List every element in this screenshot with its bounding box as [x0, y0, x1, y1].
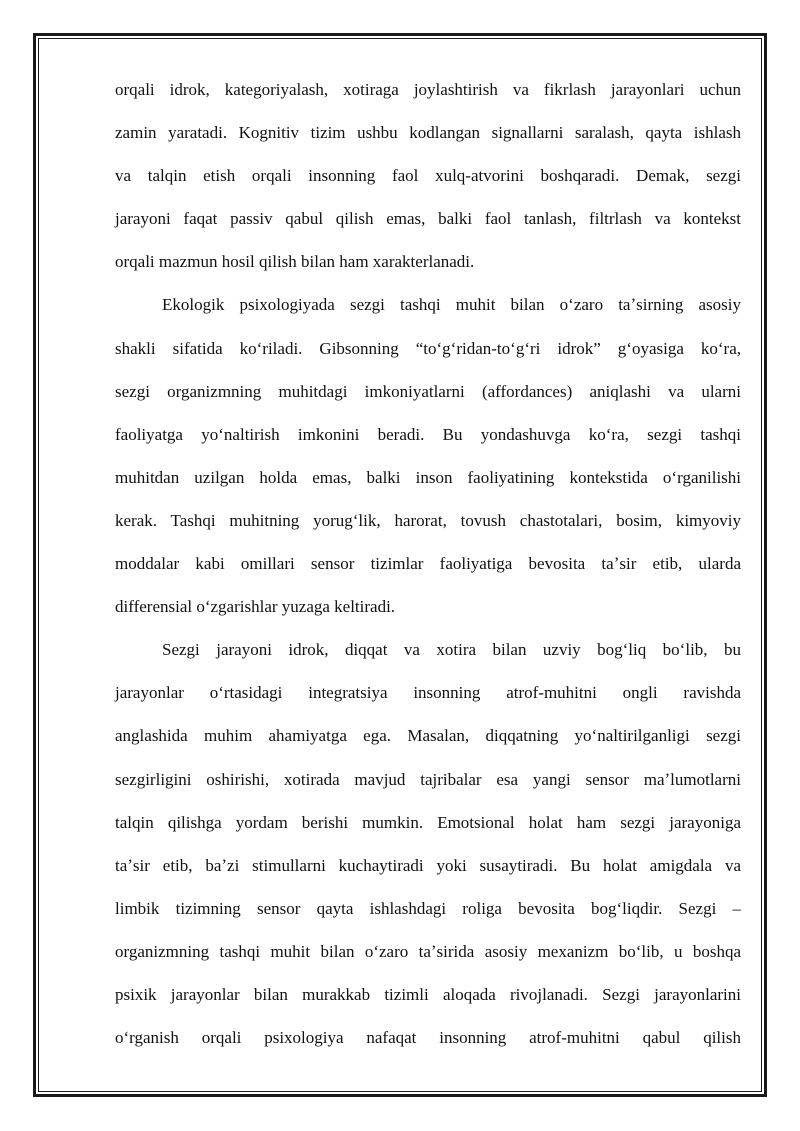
- text-line: muhitdan uzilgan holda emas, balki inson faoliyatining kontekstida oʻrganilishi: [115, 467, 741, 487]
- text-line: sezgi organizmning muhitdagi imkoniyatlarni (affordances) aniqlashi va ularni: [115, 381, 741, 401]
- text-line: sezgirligini oshirishi, xotirada mavjud tajribalar esa yangi sensor maʼlumotlarni: [115, 769, 741, 789]
- document-body: [115, 68, 741, 1059]
- text-line: Sezgi jarayoni idrok, diqqat va xotira bilan uzviy bogʻliq boʻlib, bu: [162, 640, 741, 660]
- text-line: jarayonlar oʻrtasidagi integratsiya insonning atrof-muhitni ongli ravishda: [115, 683, 741, 703]
- text-line: oʻrganish orqali psixologiya nafaqat insonning atrof-muhitni qabul qilish: [115, 1028, 741, 1048]
- text-line: shakli sifatida koʻriladi. Gibsonning “toʻgʻridan-toʻgʻri idrok” gʻoyasiga koʻra,: [115, 338, 741, 358]
- text-line: orqali idrok, kategoriyalash, xotiraga joylashtirish va fikrlash jarayonlari uchun: [115, 80, 741, 99]
- text-line: taʼsir etib, baʼzi stimullarni kuchaytiradi yoki susaytiradi. Bu holat amigdala va: [115, 855, 741, 875]
- text-line: faoliyatga yoʻnaltirish imkonini beradi. Bu yondashuvga koʻra, sezgi tashqi: [115, 424, 741, 444]
- text-line: jarayoni faqat passiv qabul qilish emas, balki faol tanlash, filtrlash va kontekst: [115, 209, 741, 229]
- text-line: orqali mazmun hosil qilish bilan ham xarakterlanadi.: [115, 252, 475, 272]
- text-line: kerak. Tashqi muhitning yorugʻlik, harorat, tovush chastotalari, bosim, kimyoviy: [115, 510, 741, 530]
- text-line: va talqin etish orqali insonning faol xulq-atvorini boshqaradi. Demak, sezgi: [115, 166, 741, 186]
- text-line: differensial oʻzgarishlar yuzaga keltiradi.: [115, 597, 396, 617]
- text-line: Ekologik psixologiyada sezgi tashqi muhit bilan oʻzaro taʼsirning asosiy: [162, 295, 741, 315]
- text-line: zamin yaratadi. Kognitiv tizim ushbu kodlangan signallarni saralash, qayta ishlash: [115, 123, 741, 143]
- text-line: limbik tizimning sensor qayta ishlashdagi roliga bevosita bogʻliqdir. Sezgi –: [115, 898, 741, 918]
- text-line: organizmning tashqi muhit bilan oʻzaro taʼsirida asosiy mexanizm boʻlib, u boshqa: [115, 941, 741, 961]
- text-line: anglashida muhim ahamiyatga ega. Masalan, diqqatning yoʻnaltirilganligi sezgi: [115, 726, 741, 746]
- text-line: moddalar kabi omillari sensor tizimlar faoliyatiga bevosita taʼsir etib, ularda: [115, 554, 741, 574]
- text-line: talqin qilishga yordam berishi mumkin. Emotsional holat ham sezgi jarayoniga: [115, 812, 741, 832]
- text-line: psixik jarayonlar bilan murakkab tizimli aloqada rivojlanadi. Sezgi jarayonlarini: [115, 984, 741, 1004]
